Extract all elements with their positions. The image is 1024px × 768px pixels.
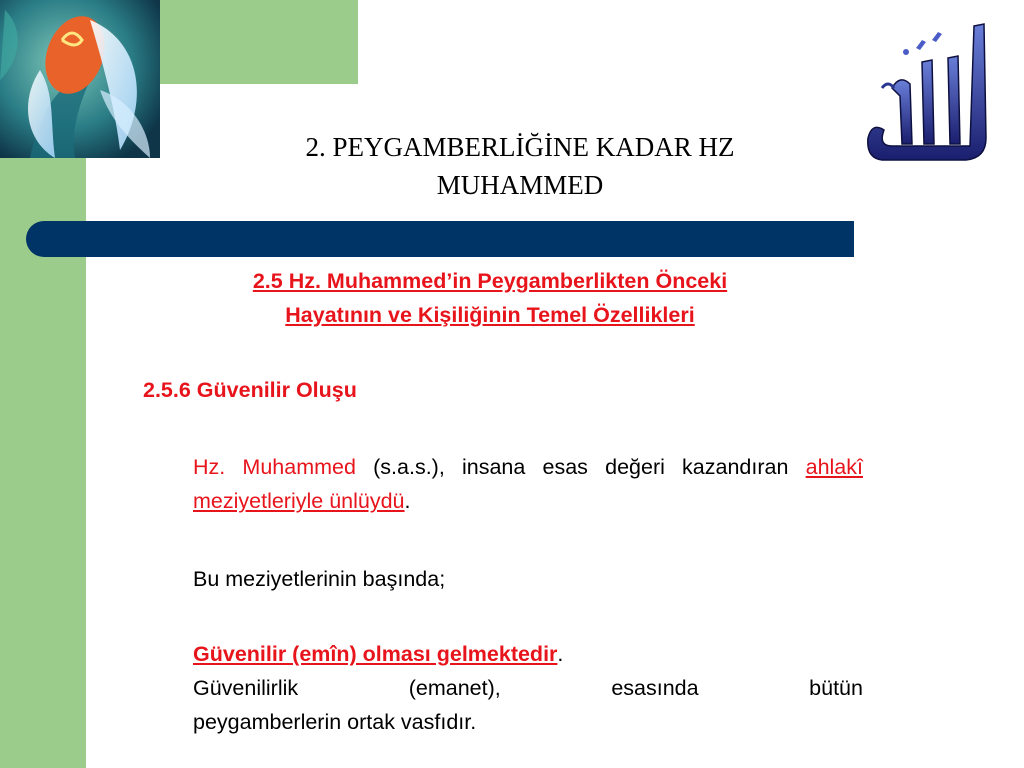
paragraph-3-end: .	[557, 642, 564, 666]
slide-title	[200, 128, 840, 204]
paragraph-3-line1	[193, 637, 863, 671]
slide-subtitle-line2: Hayatının ve Kişiliğinin Temel Özellikleri	[285, 303, 695, 327]
slide-subtitle	[120, 264, 860, 332]
floral-calligraphy-image	[0, 0, 160, 158]
paragraph-1-highlight: ahlakî meziyetleriyle ünlüydü	[193, 455, 863, 513]
paragraph-3-line3: peygamberlerin ortak vasfıdır.	[193, 710, 477, 734]
paragraph-1-name: Hz. Muhammed	[193, 455, 356, 479]
paragraph-3	[193, 637, 863, 739]
paragraph-3-highlight: Güvenilir (emîn) olması gelmektedir	[193, 642, 558, 666]
paragraph-2: Bu meziyetlerinin başında;	[193, 567, 446, 591]
title-divider-bar	[26, 221, 854, 257]
paragraph-1	[193, 450, 863, 518]
paragraph-3-word: Güvenilirlik	[193, 676, 299, 700]
paragraph-1-text: (s.a.s.), insana esas değeri kazandıran	[355, 455, 806, 479]
allah-calligraphy-icon	[862, 18, 998, 168]
slide-title-line2: MUHAMMED	[436, 170, 604, 200]
slide-title-line1: 2. PEYGAMBERLİĞİNE KADAR HZ	[305, 132, 735, 162]
paragraph-3-word: bütün	[809, 676, 863, 700]
paragraph-1-end: .	[404, 489, 411, 513]
section-heading: 2.5.6 Güvenilir Oluşu	[143, 378, 357, 402]
green-panel-top	[160, 0, 358, 84]
paragraph-3-line2	[193, 671, 863, 705]
paragraph-3-word: esasında	[611, 676, 699, 700]
slide-subtitle-line1: 2.5 Hz. Muhammed’in Peygamberlikten Önceki	[252, 269, 728, 293]
paragraph-3-word: (emanet),	[408, 676, 501, 700]
